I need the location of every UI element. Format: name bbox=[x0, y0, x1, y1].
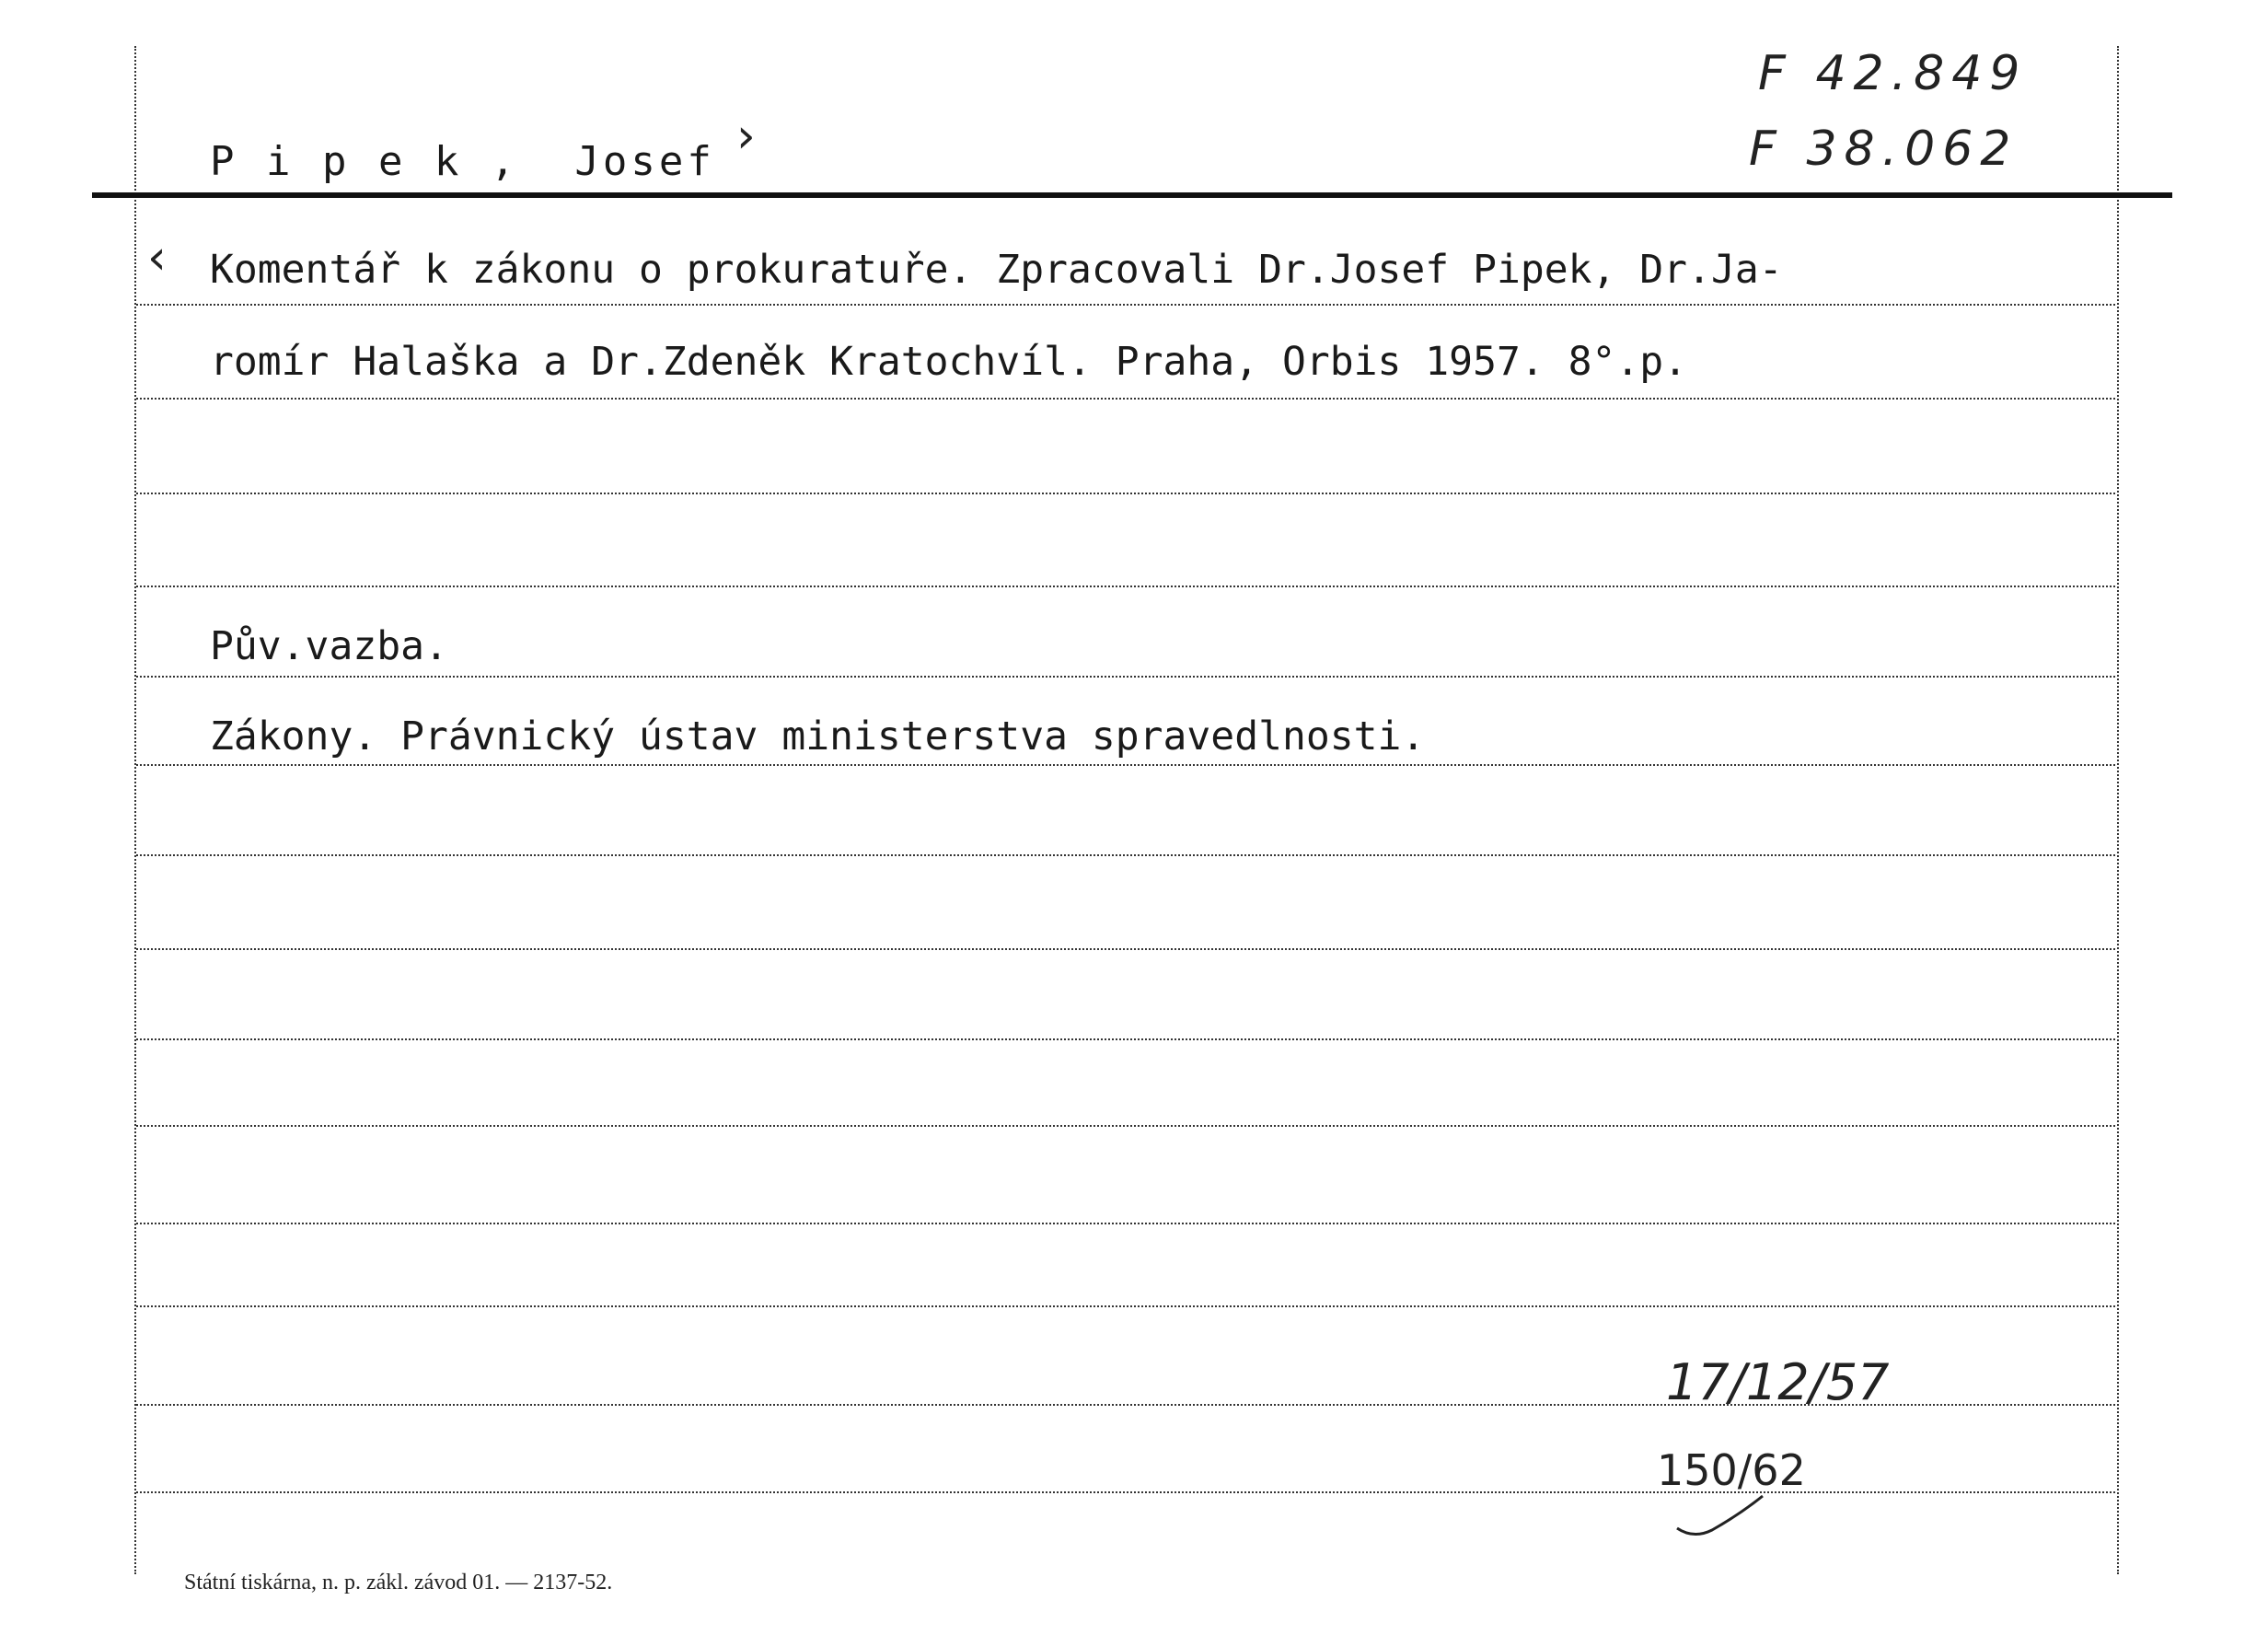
ruling-line bbox=[136, 304, 2115, 306]
shelfmark-2: F 38.062 bbox=[1749, 122, 2019, 177]
title-line-1: Komentář k zákonu o prokuratuře. Zpracovali Dr.Josef Pipek, Dr.Ja- bbox=[210, 247, 1783, 293]
ruling-line bbox=[136, 586, 2115, 587]
shelfmark-1: F 42.849 bbox=[1758, 46, 2028, 101]
subject-line: Zákony. Právnický ústav ministerstva spravedlnosti. bbox=[210, 713, 1426, 760]
binding-note: Pův.vazba. bbox=[210, 623, 448, 669]
printer-imprint: Státní tiskárna, n. p. zákl. závod 01. — 2137-52. bbox=[184, 1571, 613, 1594]
bracket-mark: ‹ bbox=[147, 230, 167, 285]
ruling-line bbox=[136, 1038, 2115, 1040]
check-mark bbox=[1675, 1491, 1767, 1547]
ruling-line bbox=[136, 1223, 2115, 1224]
ruling-line bbox=[136, 493, 2115, 494]
ruling-line bbox=[136, 948, 2115, 950]
ruling-line bbox=[136, 1305, 2115, 1307]
ruling-line bbox=[136, 854, 2115, 856]
handwritten-number: 150/62 bbox=[1657, 1445, 1806, 1495]
title-line-2: romír Halaška a Dr.Zdeněk Kratochvíl. Praha, Orbis 1957. 8°.p. bbox=[210, 339, 1688, 385]
ruling-line bbox=[136, 1125, 2115, 1127]
bracket-mark: › bbox=[736, 109, 756, 164]
left-border bbox=[134, 46, 136, 1574]
ruling-line bbox=[136, 1491, 2115, 1493]
ruling-line bbox=[136, 398, 2115, 400]
ruling-line bbox=[136, 764, 2115, 766]
right-border bbox=[2117, 46, 2119, 1574]
header-rule bbox=[92, 192, 2172, 198]
ruling-line bbox=[136, 676, 2115, 678]
author-heading: P i p e k , Josef bbox=[210, 138, 715, 185]
handwritten-date: 17/12/57 bbox=[1666, 1353, 1890, 1411]
